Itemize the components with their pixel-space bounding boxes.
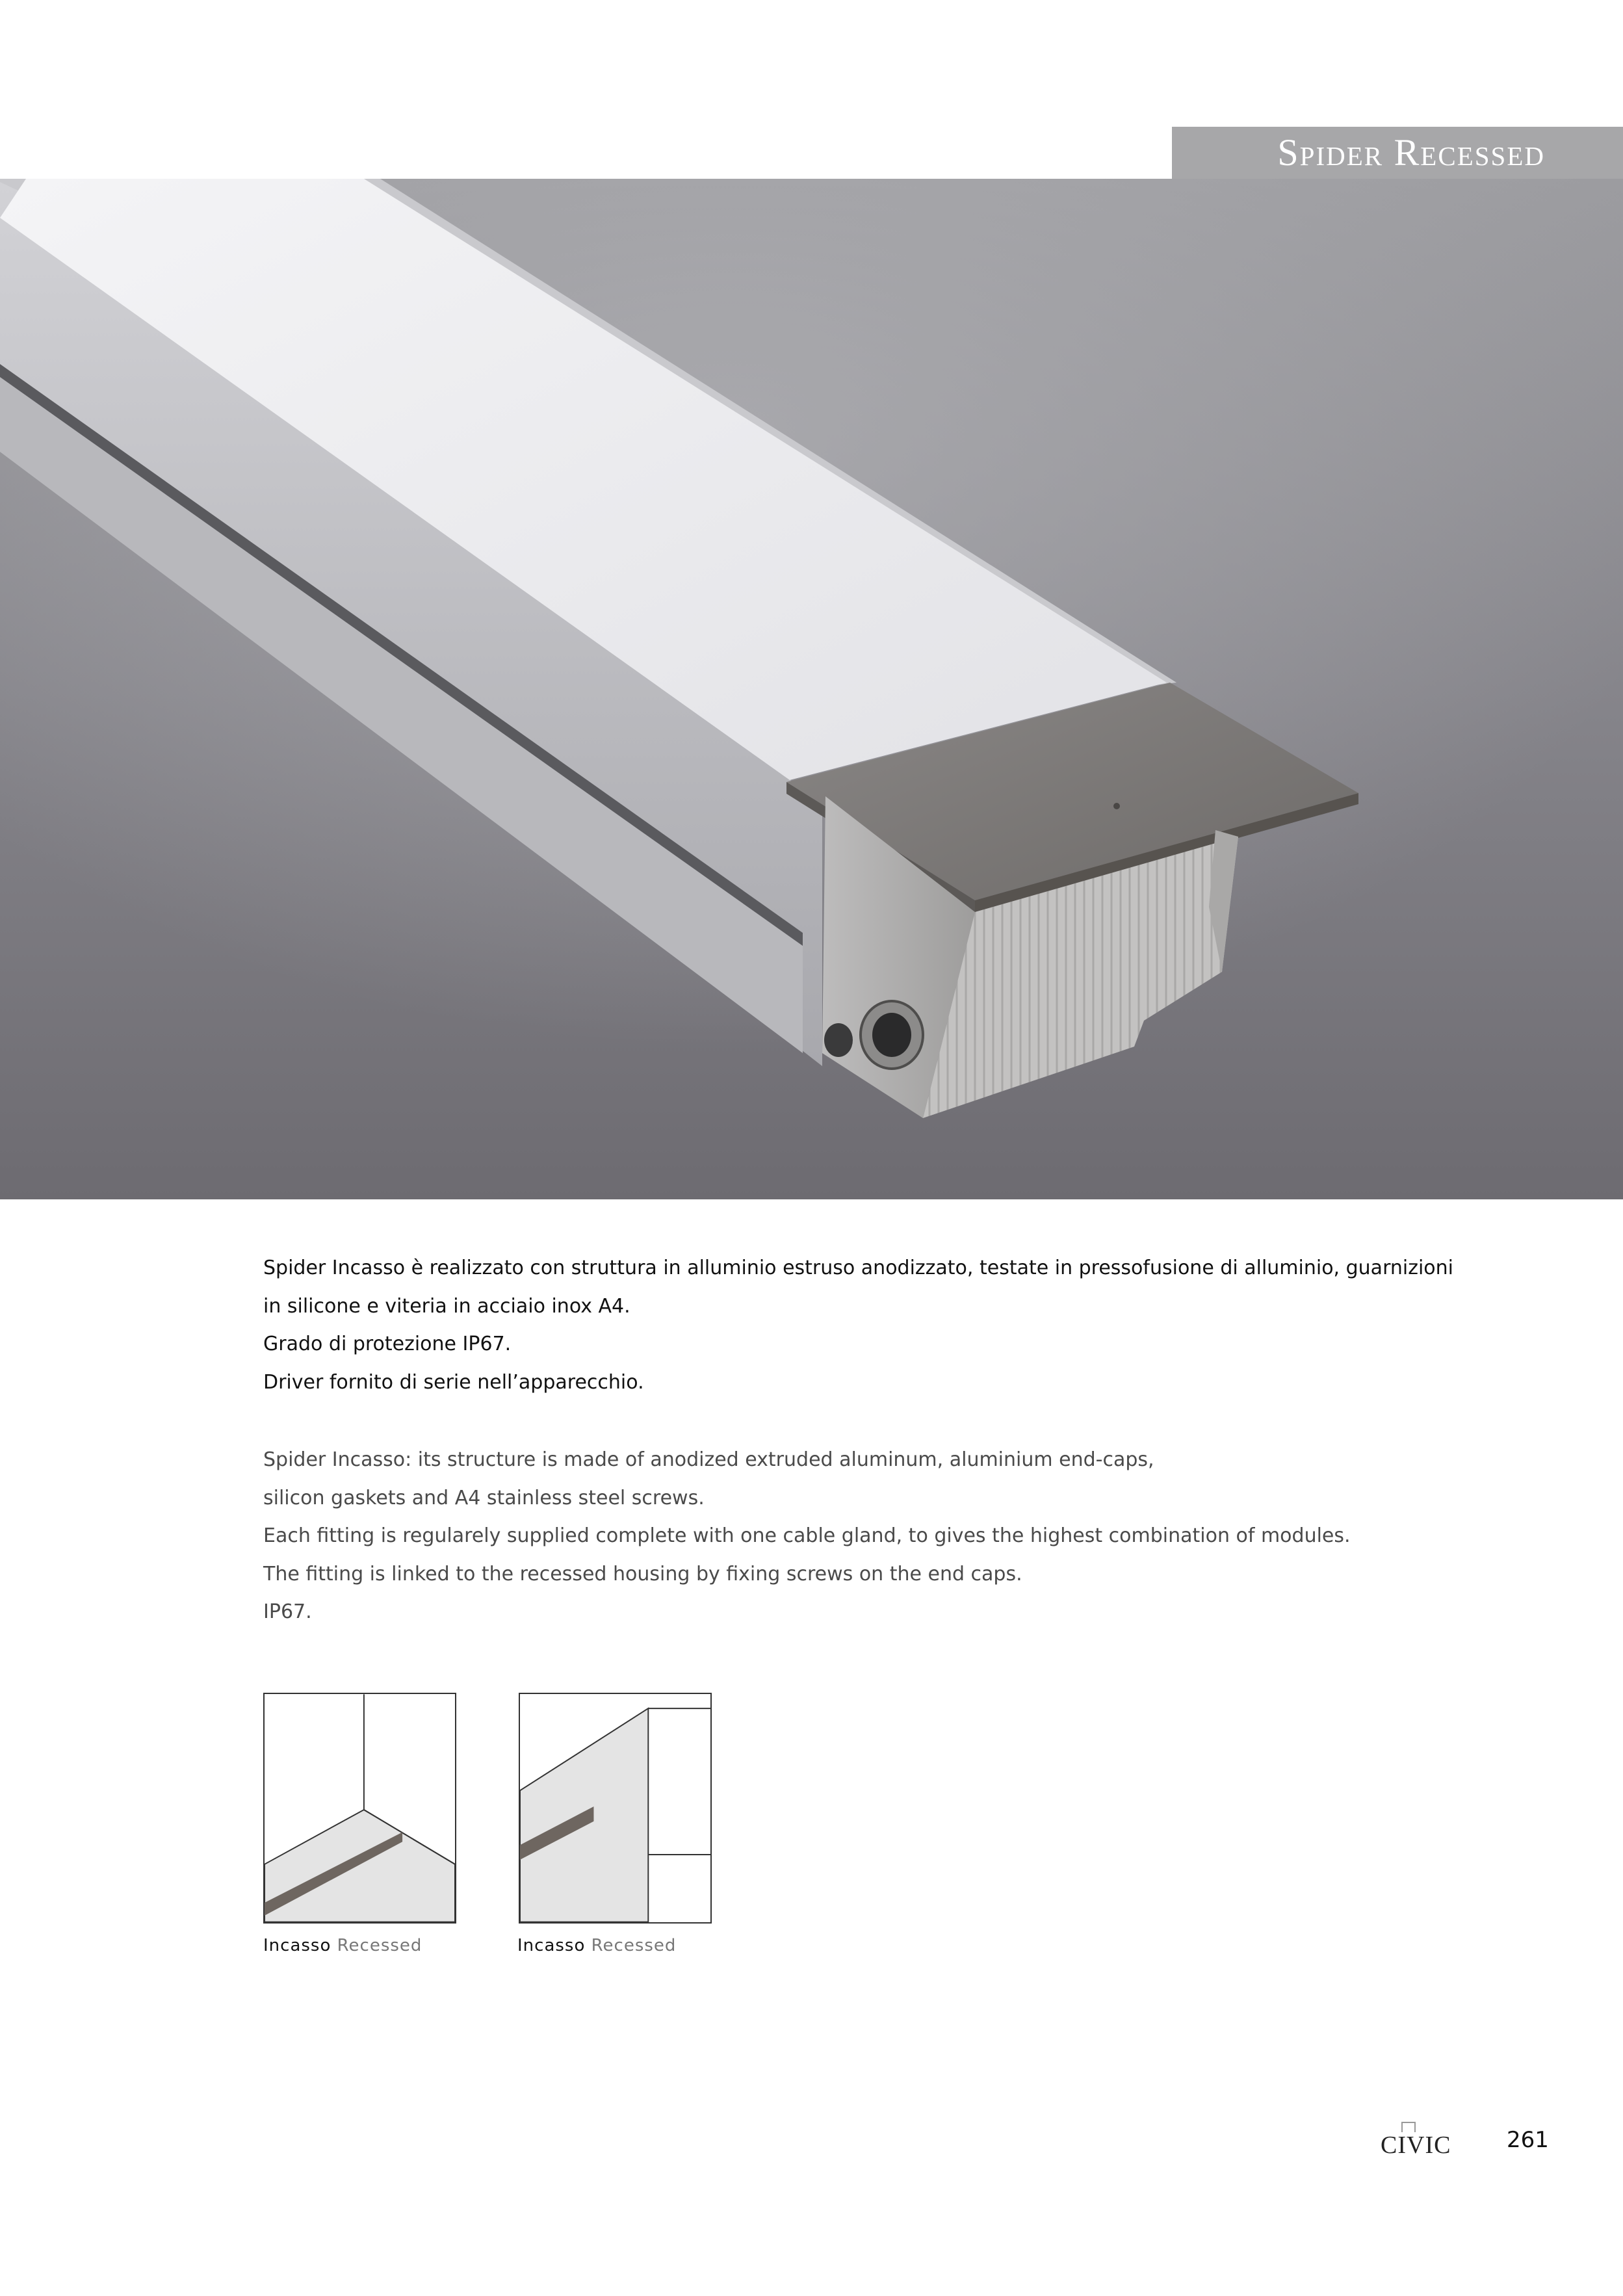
description-line: IP67.	[263, 1600, 312, 1623]
description-italian	[263, 1249, 1498, 1402]
description-english	[263, 1441, 1498, 1632]
recessed-wall-diagram	[519, 1693, 712, 1924]
description-line: Spider Incasso è realizzato con struttura in alluminio estruso anodizzato, testate in pressofusione di alluminio, guarnizioni	[263, 1257, 1454, 1279]
page-number: 261	[1507, 2127, 1549, 2153]
description-line: in silicone e viteria in acciaio inox A4.	[263, 1294, 630, 1318]
diagram-caption	[263, 1936, 422, 1955]
caption-italian: Incasso	[517, 1936, 586, 1955]
brand-logo	[1381, 2124, 1451, 2159]
caption-english: Recessed	[337, 1936, 422, 1955]
description-line: Driver fornito di serie nell’apparecchio.	[263, 1370, 644, 1394]
page-title: Spider Recessed	[1172, 127, 1623, 179]
recessed-floor-diagram	[263, 1693, 456, 1924]
brand-name: CIVIC	[1381, 2132, 1451, 2159]
product-photo	[0, 179, 1623, 1199]
description-line: The fitting is linked to the recessed housing by fixing screws on the end caps.	[263, 1562, 1022, 1585]
diagram-caption	[517, 1936, 676, 1955]
caption-english: Recessed	[591, 1936, 677, 1955]
description-line: Grado di protezione IP67.	[263, 1333, 512, 1355]
description-line: Spider Incasso: its structure is made of anodized extruded aluminum, aluminium end-caps,	[263, 1448, 1154, 1471]
description-line: Each fitting is regularely supplied complete with one cable gland, to gives the highest combination of modules.	[263, 1524, 1351, 1547]
caption-italian: Incasso	[263, 1936, 331, 1955]
description-line: silicon gaskets and A4 stainless steel screws.	[263, 1486, 705, 1509]
